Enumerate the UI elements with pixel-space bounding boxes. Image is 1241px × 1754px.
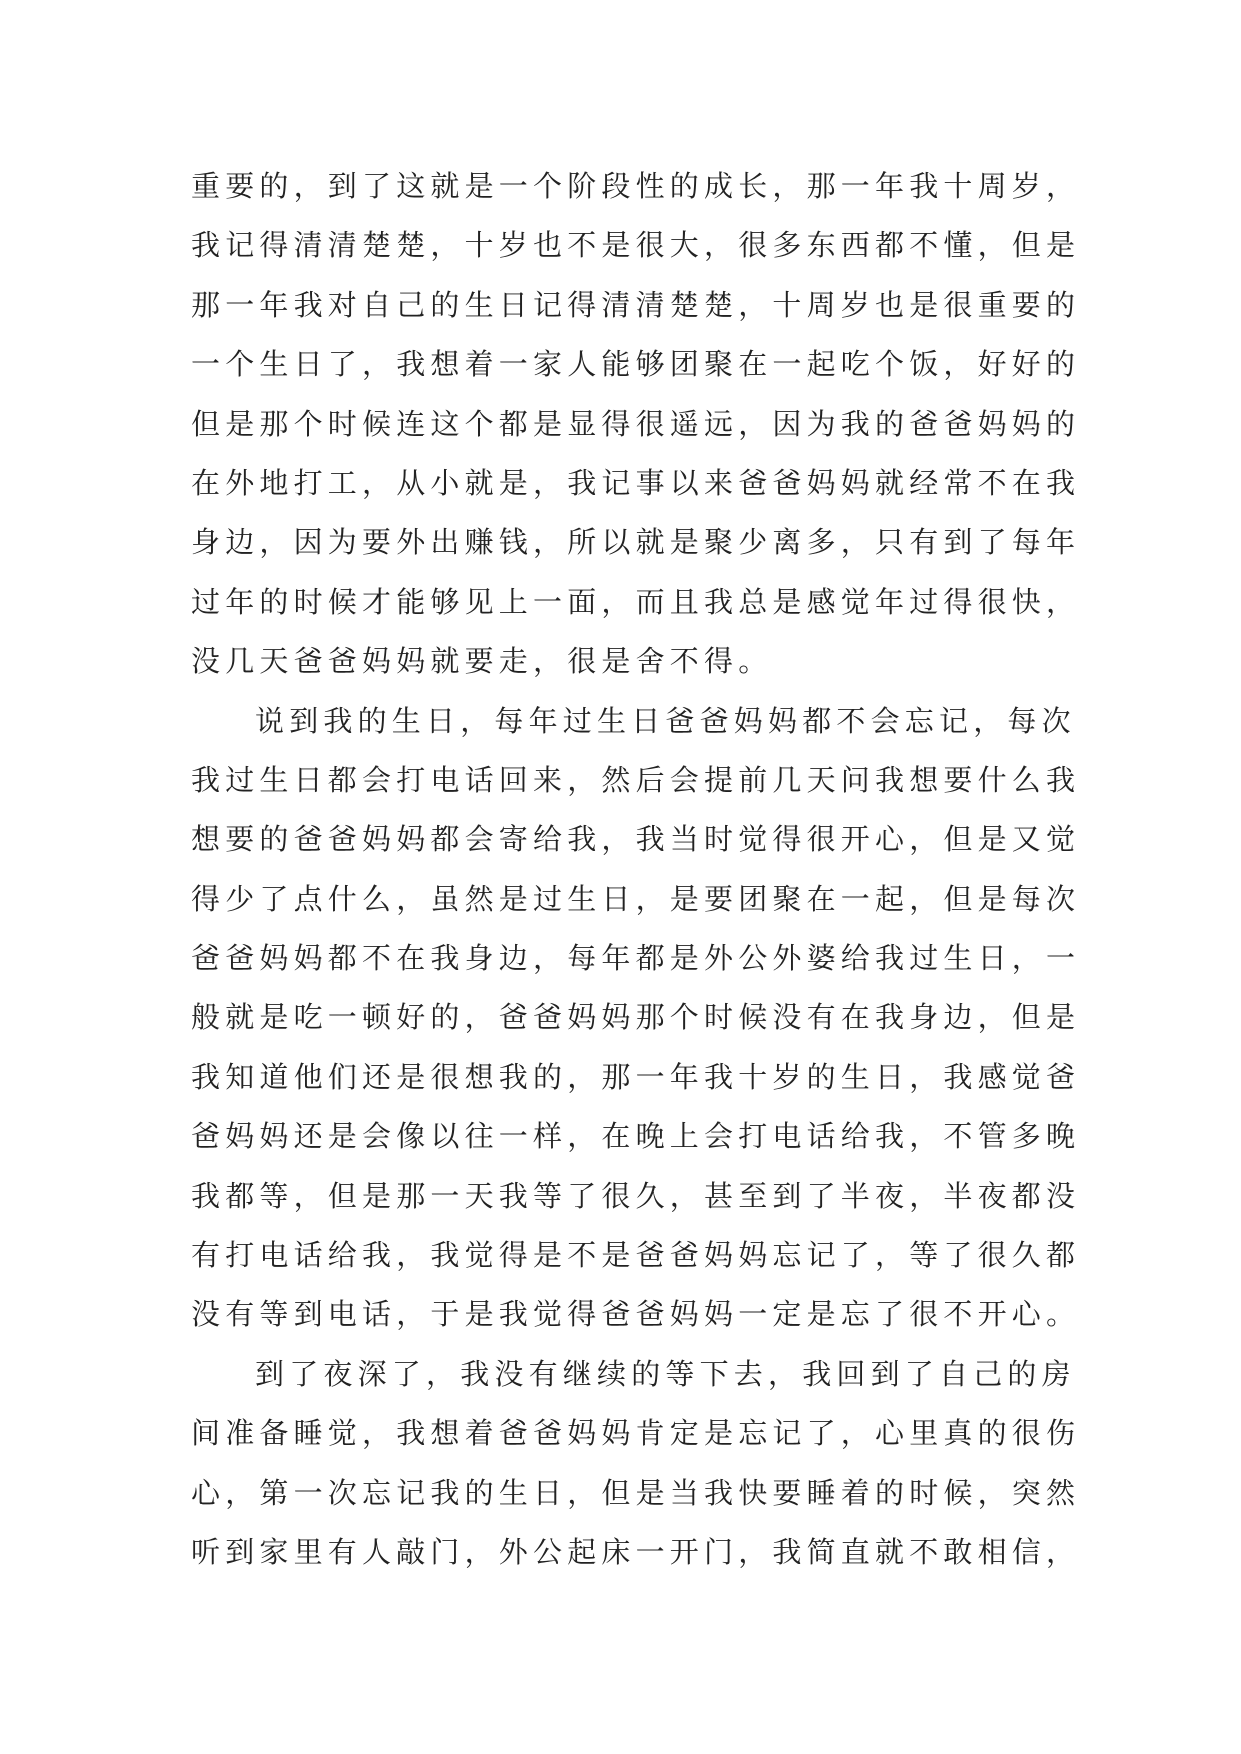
text-line: 过年的时候才能够见上一面，而且我总是感觉年过得很快， bbox=[191, 584, 1081, 619]
text-line: 有打电话给我，我觉得是不是爸爸妈妈忘记了，等了很久都 bbox=[191, 1238, 1081, 1273]
text-line: 心，第一次忘记我的生日，但是当我快要睡着的时候，突然 bbox=[191, 1475, 1081, 1510]
text-line: 那一年我对自己的生日记得清清楚楚，十周岁也是很重要的 bbox=[191, 287, 1081, 322]
text-line: 得少了点什么，虽然是过生日，是要团聚在一起，但是每次 bbox=[191, 881, 1081, 916]
text-line: 我知道他们还是很想我的，那一年我十岁的生日，我感觉爸 bbox=[191, 1059, 1081, 1094]
text-line: 我过生日都会打电话回来，然后会提前几天问我想要什么我 bbox=[191, 762, 1081, 797]
text-line: 在外地打工，从小就是，我记事以来爸爸妈妈就经常不在我 bbox=[191, 465, 1081, 500]
text-line: 听到家里有人敲门，外公起床一开门，我简直就不敢相信， bbox=[191, 1534, 1081, 1569]
text-line: 我都等，但是那一天我等了很久，甚至到了半夜，半夜都没 bbox=[191, 1178, 1081, 1213]
text-line: 间准备睡觉，我想着爸爸妈妈肯定是忘记了，心里真的很伤 bbox=[191, 1416, 1081, 1451]
paragraph-start-line: 说到我的生日，每年过生日爸爸妈妈都不会忘记，每次 bbox=[255, 703, 1076, 738]
text-line: 但是那个时候连这个都是显得很遥远，因为我的爸爸妈妈的 bbox=[191, 406, 1081, 441]
text-line: 一个生日了，我想着一家人能够团聚在一起吃个饭，好好的 bbox=[191, 347, 1081, 382]
paragraph-start-line: 到了夜深了，我没有继续的等下去，我回到了自己的房 bbox=[255, 1356, 1076, 1391]
text-line: 身边，因为要外出赚钱，所以就是聚少离多，只有到了每年 bbox=[191, 525, 1081, 560]
text-line: 重要的，到了这就是一个阶段性的成长，那一年我十周岁， bbox=[191, 169, 1081, 203]
text-line: 没几天爸爸妈妈就要走，很是舍不得。 bbox=[191, 644, 773, 679]
text-line: 想要的爸爸妈妈都会寄给我，我当时觉得很开心，但是又觉 bbox=[191, 822, 1081, 857]
text-line: 爸妈妈还是会像以往一样，在晚上会打电话给我，不管多晚 bbox=[191, 1119, 1081, 1154]
text-line: 般就是吃一顿好的，爸爸妈妈那个时候没有在我身边，但是 bbox=[191, 1000, 1081, 1035]
body-text bbox=[191, 157, 1081, 1582]
text-line: 我记得清清楚楚，十岁也不是很大，很多东西都不懂，但是 bbox=[191, 228, 1081, 263]
text-line: 爸爸妈妈都不在我身边，每年都是外公外婆给我过生日，一 bbox=[191, 941, 1081, 976]
text-line: 没有等到电话，于是我觉得爸爸妈妈一定是忘了很不开心。 bbox=[191, 1297, 1081, 1332]
